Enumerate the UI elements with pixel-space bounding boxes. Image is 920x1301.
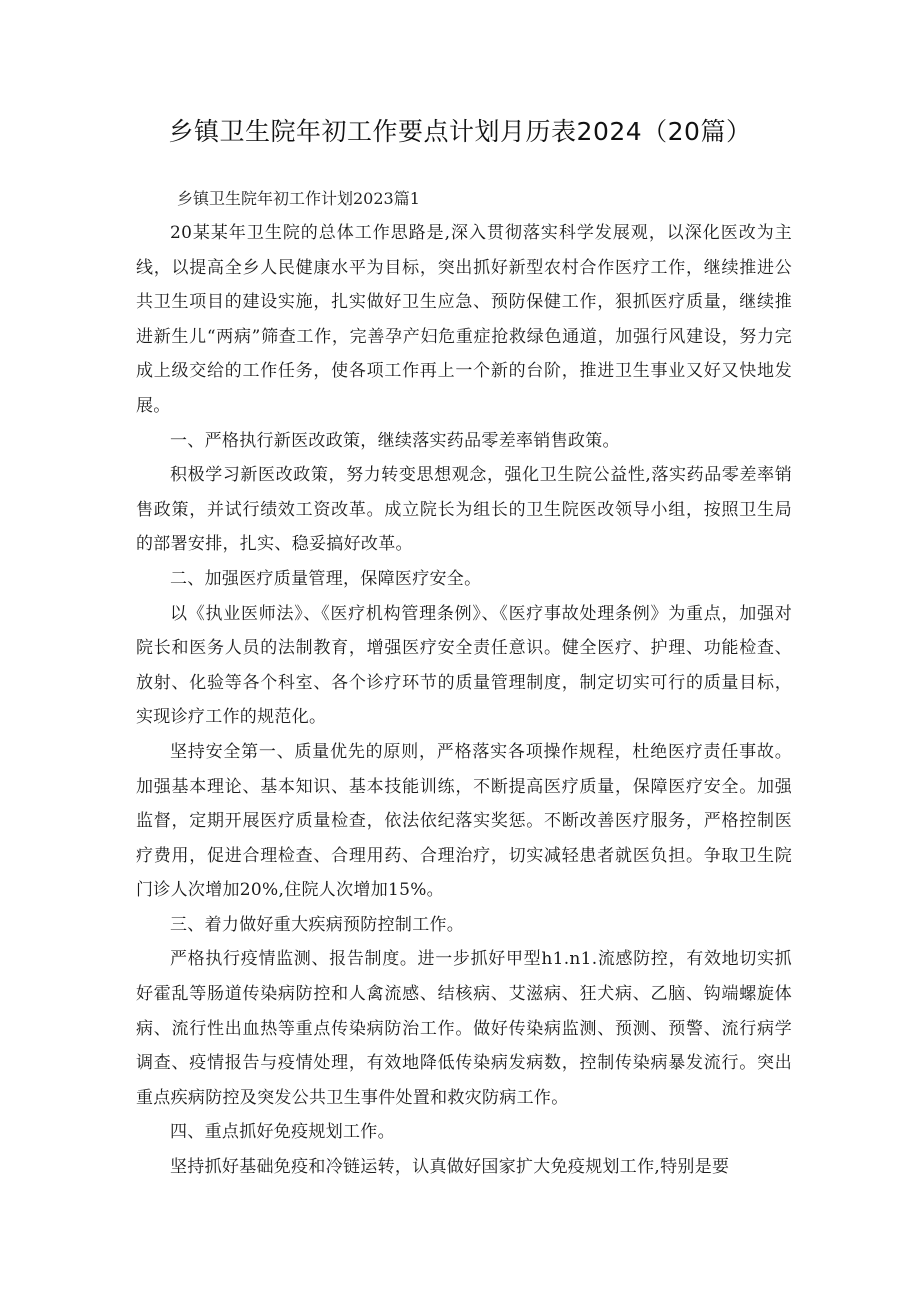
paragraph-section-1: 积极学习新医改政策，努力转变思想观念，强化卫生院公益性,落实药品零差率销售政策，并试行绩效工资改革。成立院长为组长的卫生院医改领导小组，按照卫生局的部署安排，扎实、稳妥搞好改革。: [136, 465, 792, 555]
document-body: [136, 216, 792, 1185]
section-heading-3: 三、着力做好重大疾病预防控制工作。: [170, 914, 465, 935]
section-heading-4: 四、重点抓好免疫规划工作。: [170, 1122, 395, 1143]
document-subtitle: 乡镇卫生院年初工作计划2023篇1: [177, 189, 420, 208]
document-title: 乡镇卫生院年初工作要点计划月历表2024（20篇）: [168, 117, 752, 146]
paragraph-section-2a: 以《执业医师法》、《医疗机构管理条例》、《医疗事故处理条例》为重点，加强对院长和医务人员的法制教育，增强医疗安全责任意识。健全医疗、护理、功能检查、放射、化验等各个科室、各个诊疗环节的质量管理制度，制定切实可行的质量目标，实现诊疗工作的规范化。: [136, 603, 792, 728]
paragraph-intro: 20某某年卫生院的总体工作思路是,深入贯彻落实科学发展观，以深化医改为主线，以提高全乡人民健康水平为目标，突出抓好新型农村合作医疗工作，继续推进公共卫生项目的建设实施，扎实做好卫生应急、预防保健工作，狠抓医疗质量，继续推进新生儿“两病”筛查工作，完善孕产妇危重症抢救绿色通道，加强行风建设，努力完成上级交给的工作任务，使各项工作再上一个新的台阶，推进卫生事业又好又快地发展。: [136, 223, 792, 416]
paragraph-section-4: 坚持抓好基础免疫和冷链运转，认真做好国家扩大免疫规划工作,特别是要: [170, 1157, 730, 1178]
paragraph-section-3: 严格执行疫情监测、报告制度。进一步抓好甲型h1.n1.流感防控，有效地切实抓好霍乱等肠道传染病防控和人禽流感、结核病、艾滋病、狂犬病、乙脑、钩端螺旋体病、流行性出血热等重点传染病防治工作。做好传染病监测、预测、预警、流行病学调查、疫情报告与疫情处理，有效地降低传染病发病数，控制传染病暴发流行。突出重点疾病防控及突发公共卫生事件处置和救灾防病工作。: [136, 949, 792, 1108]
section-heading-1: 一、严格执行新医改政策，继续落实药品零差率销售政策。: [170, 430, 620, 451]
section-heading-2: 二、加强医疗质量管理，保障医疗安全。: [170, 568, 482, 589]
paragraph-section-2b: 坚持安全第一、质量优先的原则，严格落实各项操作规程，杜绝医疗责任事故。加强基本理论、基本知识、基本技能训练，不断提高医疗质量，保障医疗安全。加强监督，定期开展医疗质量检查，依法依纪落实奖惩。不断改善医疗服务，严格控制医疗费用，促进合理检查、合理用药、合理治疗，切实减轻患者就医负担。争取卫生院门诊人次增加20%,住院人次增加15%。: [136, 741, 792, 901]
